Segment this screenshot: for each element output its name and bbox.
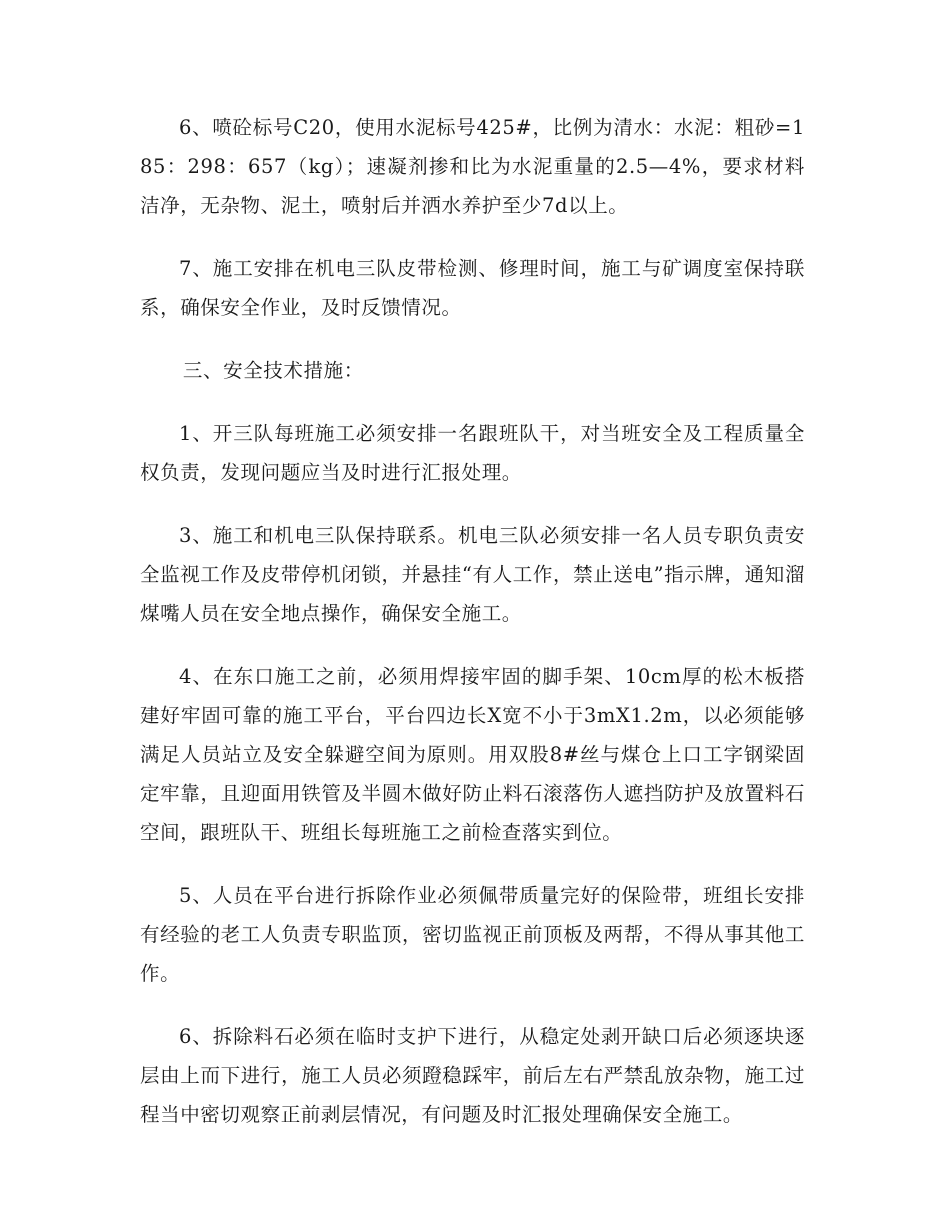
paragraph-safety-belt: 5、人员在平台进行拆除作业必须佩带质量完好的保险带，班组长安排有经验的老工人负责专职监顶，密切监视正前顶板及两帮，不得从事其他工作。 bbox=[140, 884, 805, 985]
paragraph-work-platform: 4、在东口施工之前，必须用焊接牢固的脚手架、10cm厚的松木板搭建好牢固可靠的施工平台，平台四边长X宽不小于3mX1.2m，以必须能够满足人员站立及安全躲避空间为原则。用双股8#丝与煤仓上口工字钢梁固定牢靠，且迎面用铁管及半圆木做好防止料石滚落伤人遮挡防护及放置料石空间，跟班队干、班组长每班施工之前检查落实到位。 bbox=[140, 665, 805, 844]
section-heading-safety-measures: 三、安全技术措施： bbox=[182, 359, 364, 382]
paragraph-shift-supervisor: 1、开三队每班施工必须安排一名跟班队干，对当班安全及工程质量全权负责，发现问题应当及时进行汇报处理。 bbox=[140, 422, 805, 484]
paragraph-stone-removal: 6、拆除料石必须在临时支护下进行，从稳定处剥开缺口后必须逐块逐层由上而下进行，施工人员必须蹬稳踩牢，前后左右严禁乱放杂物，施工过程当中密切观察正前剥层情况，有问题及时汇报处理确保安全施工。 bbox=[140, 1025, 805, 1126]
document-page bbox=[140, 108, 805, 1158]
paragraph-shotcrete-spec: 6、喷砼标号C20，使用水泥标号425#，比例为清水：水泥：粗砂=185：298：657（kg）；速凝剂掺和比为水泥重量的2.5—4%，要求材料洁净，无杂物、泥土，喷射后并洒水养护至少7d以上。 bbox=[140, 116, 805, 217]
paragraph-construction-schedule: 7、施工安排在机电三队皮带检测、修理时间，施工与矿调度室保持联系，确保安全作业，及时反馈情况。 bbox=[140, 257, 805, 319]
paragraph-team-coordination: 3、施工和机电三队保持联系。机电三队必须安排一名人员专职负责安全监视工作及皮带停机闭锁，并悬挂“有人工作，禁止送电”指示牌，通知溜煤嘴人员在安全地点操作，确保安全施工。 bbox=[140, 524, 805, 625]
